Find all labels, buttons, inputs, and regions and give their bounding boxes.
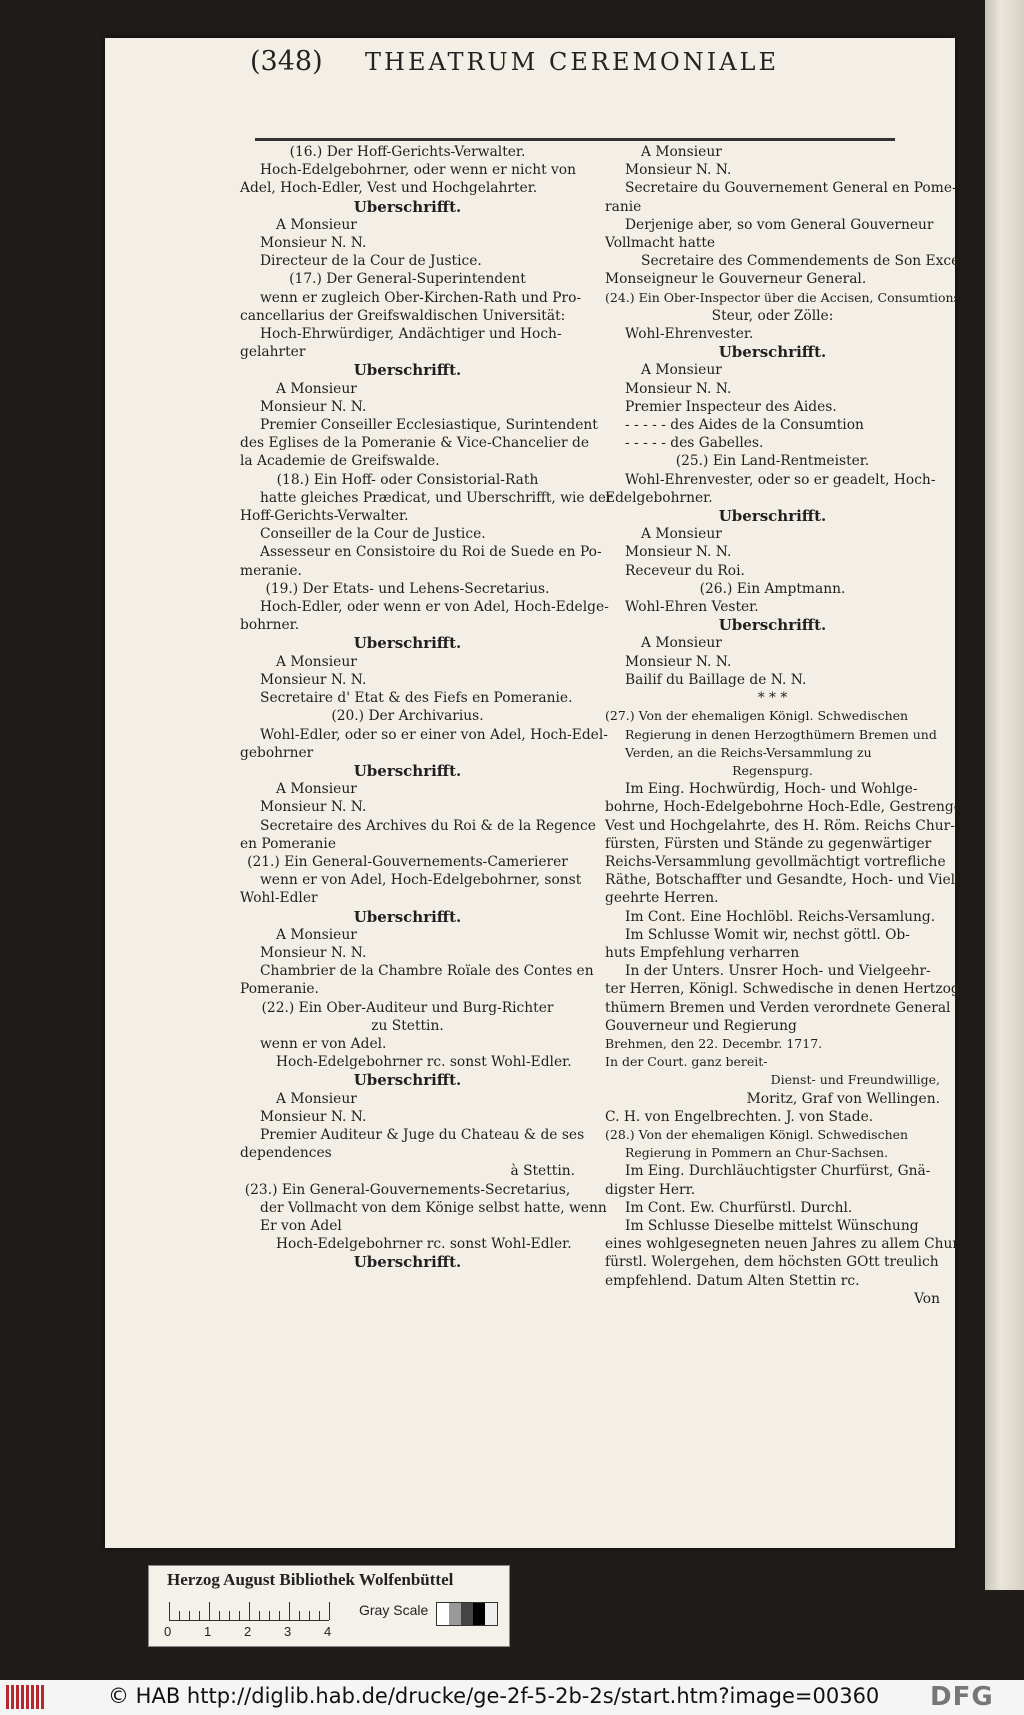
text-line: Er von Adel: [260, 1217, 342, 1234]
scale-ruler: [169, 1602, 329, 1621]
ruler-tick: [179, 1611, 180, 1620]
text-line: Adel, Hoch-Edler, Vest und Hochgelahrter.: [240, 180, 538, 197]
text-line: Im Eing. Durchläuchtigster Churfürst, Gnä-: [625, 1163, 931, 1180]
text-line: digster Herr.: [605, 1181, 696, 1198]
text-line: empfehlend. Datum Alten Stettin rc.: [605, 1272, 860, 1289]
text-line: Conseiller de la Cour de Justice.: [260, 526, 486, 543]
text-line: meranie.: [240, 562, 302, 579]
text-line: Wohl-Ehren Vester.: [625, 599, 759, 616]
text-line: Im Schlusse Dieselbe mittelst Wünschung: [625, 1217, 919, 1234]
text-line: Monsieur N. N.: [260, 398, 367, 415]
text-line: Premier Auditeur & Juge du Chateau & de ses: [260, 1126, 585, 1143]
grayscale-label: Gray Scale: [359, 1602, 429, 1618]
ruler-tick: [209, 1602, 210, 1620]
text-line: Monsieur N. N.: [625, 544, 732, 561]
text-line: thümern Bremen und Verden verordnete General: [605, 999, 951, 1016]
text-line: - - - - - des Gabelles.: [625, 435, 764, 452]
text-line: Secretaire d' Etat & des Fiefs en Pomeranie.: [260, 690, 573, 707]
book-page: [105, 38, 973, 1548]
text-line: A Monsieur: [276, 781, 357, 798]
text-line: bohrne, Hoch-Edelgebohrne Hoch-Edle, Gestrenge,: [605, 799, 967, 816]
text-line: A Monsieur: [276, 653, 357, 670]
ruler-tick: [289, 1602, 290, 1620]
text-line: Hoch-Edelgebohrner rc. sonst Wohl-Edler.: [276, 1054, 572, 1071]
running-head: THEATRUM CEREMONIALE: [365, 48, 779, 76]
ruler-tick: [319, 1611, 320, 1620]
text-line: Hoch-Edler, oder wenn er von Adel, Hoch-Edelge-: [260, 599, 609, 616]
text-line: Moritz, Graf von Wellingen.: [746, 1090, 940, 1107]
text-line: wenn er zugleich Ober-Kirchen-Rath und Pro-: [260, 289, 582, 306]
text-line: Im Schlusse Womit wir, nechst göttl. Ob-: [625, 926, 910, 943]
ruler-label: 4: [324, 1624, 332, 1639]
page-number: (348): [250, 46, 323, 77]
text-line: Monseigneur le Gouverneur General.: [605, 271, 867, 288]
text-line: Wohl-Ehrenvester.: [625, 326, 754, 343]
text-line: Reichs-Versammlung gevollmächtigt vortrefliche: [605, 853, 946, 870]
text-line: In der Court. ganz bereit-: [605, 1054, 768, 1070]
text-line: (20.) Der Archivarius.: [331, 708, 484, 725]
text-line: Premier Inspecteur des Aides.: [625, 398, 837, 415]
text-line: gelahrter: [240, 344, 306, 361]
text-line: Wohl-Edler: [240, 890, 318, 907]
text-line: Vest und Hochgelahrte, des H. Röm. Reichs Chur-: [605, 817, 955, 834]
ruler-tick: [249, 1602, 250, 1620]
text-line: Secretaire du Gouvernement General en Pome-: [625, 180, 957, 197]
text-line: wenn er von Adel.: [260, 1035, 387, 1052]
text-line: (22.) Ein Ober-Auditeur und Burg-Richter: [261, 999, 554, 1016]
text-line: (18.) Ein Hoff- oder Consistorial-Rath: [276, 471, 539, 488]
color-calibration-card: [148, 1565, 510, 1647]
text-line: (26.) Ein Amptmann.: [699, 580, 846, 597]
ruler-label: 3: [284, 1624, 292, 1639]
text-line: Hoch-Edelgebohrner, oder wenn er nicht von: [260, 162, 577, 179]
text-line: Uberschrifft.: [353, 634, 462, 653]
text-line: (23.) Ein General-Gouvernements-Secretarius,: [244, 1181, 571, 1198]
facing-page-edge: [985, 0, 1024, 1590]
text-line: Edelgebohrner.: [605, 489, 713, 506]
ruler-label: 2: [244, 1624, 252, 1639]
text-line: à Stettin.: [510, 1163, 575, 1180]
ruler-tick: [309, 1611, 310, 1620]
text-line: A Monsieur: [641, 526, 722, 543]
page-header: [250, 46, 910, 100]
text-line: Derjenige aber, so vom General Gouverneur: [625, 216, 934, 233]
text-line: Im Eing. Hochwürdig, Hoch- und Wohlge-: [625, 781, 918, 798]
ruler-tick: [239, 1611, 240, 1620]
text-line: Monsieur N. N.: [625, 653, 732, 670]
text-line: (21.) Ein General-Gouvernements-Camerierer: [247, 853, 568, 870]
text-line: (24.) Ein Ober-Inspector über die Accisen, Consumtions,: [605, 289, 964, 305]
text-line: Pomeranie.: [240, 981, 319, 998]
text-line: Secretaire des Archives du Roi & de la Regence: [260, 817, 596, 834]
text-line: Hoff-Gerichts-Verwalter.: [240, 508, 409, 525]
text-line: geehrte Herren.: [605, 890, 719, 907]
ruler-tick: [279, 1611, 280, 1620]
ruler-tick: [259, 1611, 260, 1620]
text-line: In der Unters. Unsrer Hoch- und Vielgeehr-: [625, 963, 931, 980]
text-line: fürstl. Wolergehen, dem höchsten GOtt treulich: [605, 1254, 939, 1271]
text-line: Monsieur N. N.: [260, 235, 367, 252]
text-line: Im Cont. Eine Hochlöbl. Reichs-Versamlung.: [625, 908, 936, 925]
footer-bar: [0, 1680, 1024, 1715]
text-line: * * *: [757, 690, 788, 707]
text-line: A Monsieur: [276, 1090, 357, 1107]
text-line: Monsieur N. N.: [260, 799, 367, 816]
text-line: (19.) Der Etats- und Lehens-Secretarius.: [265, 580, 550, 597]
text-line: Dienst- und Freundwillige,: [770, 1072, 940, 1088]
text-line: Directeur de la Cour de Justice.: [260, 253, 482, 270]
ruler-label: 1: [204, 1624, 212, 1639]
text-line: Uberschrifft.: [718, 616, 827, 635]
text-line: der Vollmacht von dem Könige selbst hatte, wenn: [260, 1199, 607, 1216]
text-line: Chambrier de la Chambre Roïale des Contes en: [260, 963, 594, 980]
text-line: zu Stettin.: [371, 1017, 444, 1034]
text-line: cancellarius der Greifswaldischen Universität:: [240, 307, 566, 324]
text-line: Im Cont. Ew. Churfürstl. Durchl.: [625, 1199, 853, 1216]
text-line: des Eglises de la Pomeranie & Vice-Chancelier de: [240, 435, 590, 452]
header-rule: [255, 138, 895, 141]
ruler-tick: [329, 1602, 330, 1620]
ruler-tick: [269, 1611, 270, 1620]
text-line: Regierung in denen Herzogthümern Bremen und: [625, 726, 937, 742]
text-line: Uberschrifft.: [353, 1253, 462, 1272]
text-line: Monsieur N. N.: [625, 380, 732, 397]
ruler-tick: [189, 1611, 190, 1620]
left-text-column: [240, 143, 613, 1272]
grayscale-swatches: [436, 1602, 498, 1626]
text-line: hatte gleiches Prædicat, und Uberschrifft, wie der: [260, 489, 613, 506]
barcode-icon: [6, 1685, 44, 1709]
text-line: bohrner.: [240, 617, 300, 634]
text-line: Verden, an die Reichs-Versammlung zu: [625, 744, 872, 760]
text-line: wenn er von Adel, Hoch-Edelgebohrner, sonst: [260, 872, 582, 889]
text-line: A Monsieur: [641, 144, 722, 160]
text-line: en Pomeranie: [240, 835, 336, 852]
copyright-url[interactable]: © HAB http://diglib.hab.de/drucke/ge-2f-5-2b-2s/start.htm?image=00360: [108, 1684, 880, 1708]
text-line: Secretaire des Commendements de Son Excell.: [641, 253, 973, 270]
text-line: (16.) Der Hoff-Gerichts-Verwalter.: [289, 144, 526, 160]
text-line: Monsieur N. N.: [260, 944, 367, 961]
text-line: Uberschrifft.: [353, 361, 462, 380]
text-line: Monsieur N. N.: [260, 671, 367, 688]
text-line: Receveur du Roi.: [625, 562, 745, 579]
text-line: Gouverneur und Regierung: [605, 1017, 797, 1034]
text-line: Hoch-Ehrwürdiger, Andächtiger und Hoch-: [260, 326, 562, 343]
text-line: Vollmacht hatte: [605, 235, 716, 252]
text-line: A Monsieur: [641, 362, 722, 379]
text-line: Assesseur en Consistoire du Roi de Suede en Po-: [260, 544, 602, 561]
text-line: dependences: [240, 1145, 332, 1162]
text-line: Räthe, Botschaffter und Gesandte, Hoch- und Viel-: [605, 872, 960, 889]
text-line: (27.) Von der ehemaligen Königl. Schwedischen: [605, 708, 909, 724]
text-line: A Monsieur: [276, 380, 357, 397]
text-line: Bailif du Baillage de N. N.: [625, 671, 807, 688]
library-name: Herzog August Bibliothek Wolfenbüttel: [167, 1570, 454, 1589]
text-line: Uberschrifft.: [718, 507, 827, 526]
text-line: (17.) Der General-Superintendent: [289, 271, 526, 288]
text-line: Monsieur N. N.: [260, 1108, 367, 1125]
text-line: gebohrner: [240, 744, 314, 761]
text-line: A Monsieur: [276, 216, 357, 233]
text-line: Wohl-Ehrenvester, oder so er geadelt, Hoch-: [625, 471, 936, 488]
text-line: Hoch-Edelgebohrner rc. sonst Wohl-Edler.: [276, 1236, 572, 1253]
ruler-tick: [169, 1602, 170, 1620]
ruler-tick: [229, 1611, 230, 1620]
text-line: huts Empfehlung verharren: [605, 944, 800, 961]
text-line: fürsten, Fürsten und Stände zu gegenwärtiger: [605, 835, 932, 852]
text-line: Regenspurg.: [732, 762, 813, 778]
text-line: A Monsieur: [276, 926, 357, 943]
text-line: Monsieur N. N.: [625, 162, 732, 179]
text-line: Von: [914, 1290, 940, 1307]
text-line: Premier Conseiller Ecclesiastique, Surintendent: [260, 417, 598, 434]
ruler-label: 0: [164, 1624, 172, 1639]
text-line: C. H. von Engelbrechten. J. von Stade.: [605, 1108, 874, 1125]
text-line: Uberschrifft.: [353, 197, 462, 216]
text-line: ter Herren, Königl. Schwedische in denen Hertzog-: [605, 981, 965, 998]
text-line: ranie: [605, 198, 642, 215]
dfg-logo: DFG: [930, 1682, 994, 1712]
ruler-tick: [219, 1611, 220, 1620]
text-line: Uberschrifft.: [353, 1071, 462, 1090]
text-line: eines wohlgesegneten neuen Jahres zu allem Chur-: [605, 1236, 964, 1253]
text-line: Steur, oder Zölle:: [711, 307, 834, 324]
text-line: Wohl-Edler, oder so er einer von Adel, Hoch-Edel-: [260, 726, 608, 743]
text-line: la Academie de Greifswalde.: [240, 453, 440, 470]
text-line: Uberschrifft.: [718, 343, 827, 362]
text-line: Regierung in Pommern an Chur-Sachsen.: [625, 1145, 889, 1161]
text-line: Uberschrifft.: [353, 907, 462, 926]
text-line: (28.) Von der ehemaligen Königl. Schwedischen: [605, 1126, 909, 1142]
text-line: (25.) Ein Land-Rentmeister.: [675, 453, 870, 470]
text-line: - - - - - des Aides de la Consumtion: [625, 417, 864, 434]
right-text-column: [605, 143, 973, 1308]
ruler-tick: [199, 1611, 200, 1620]
text-line: A Monsieur: [641, 635, 722, 652]
ruler-tick: [299, 1611, 300, 1620]
text-line: Uberschrifft.: [353, 761, 462, 780]
text-line: Brehmen, den 22. Decembr. 1717.: [605, 1035, 823, 1051]
